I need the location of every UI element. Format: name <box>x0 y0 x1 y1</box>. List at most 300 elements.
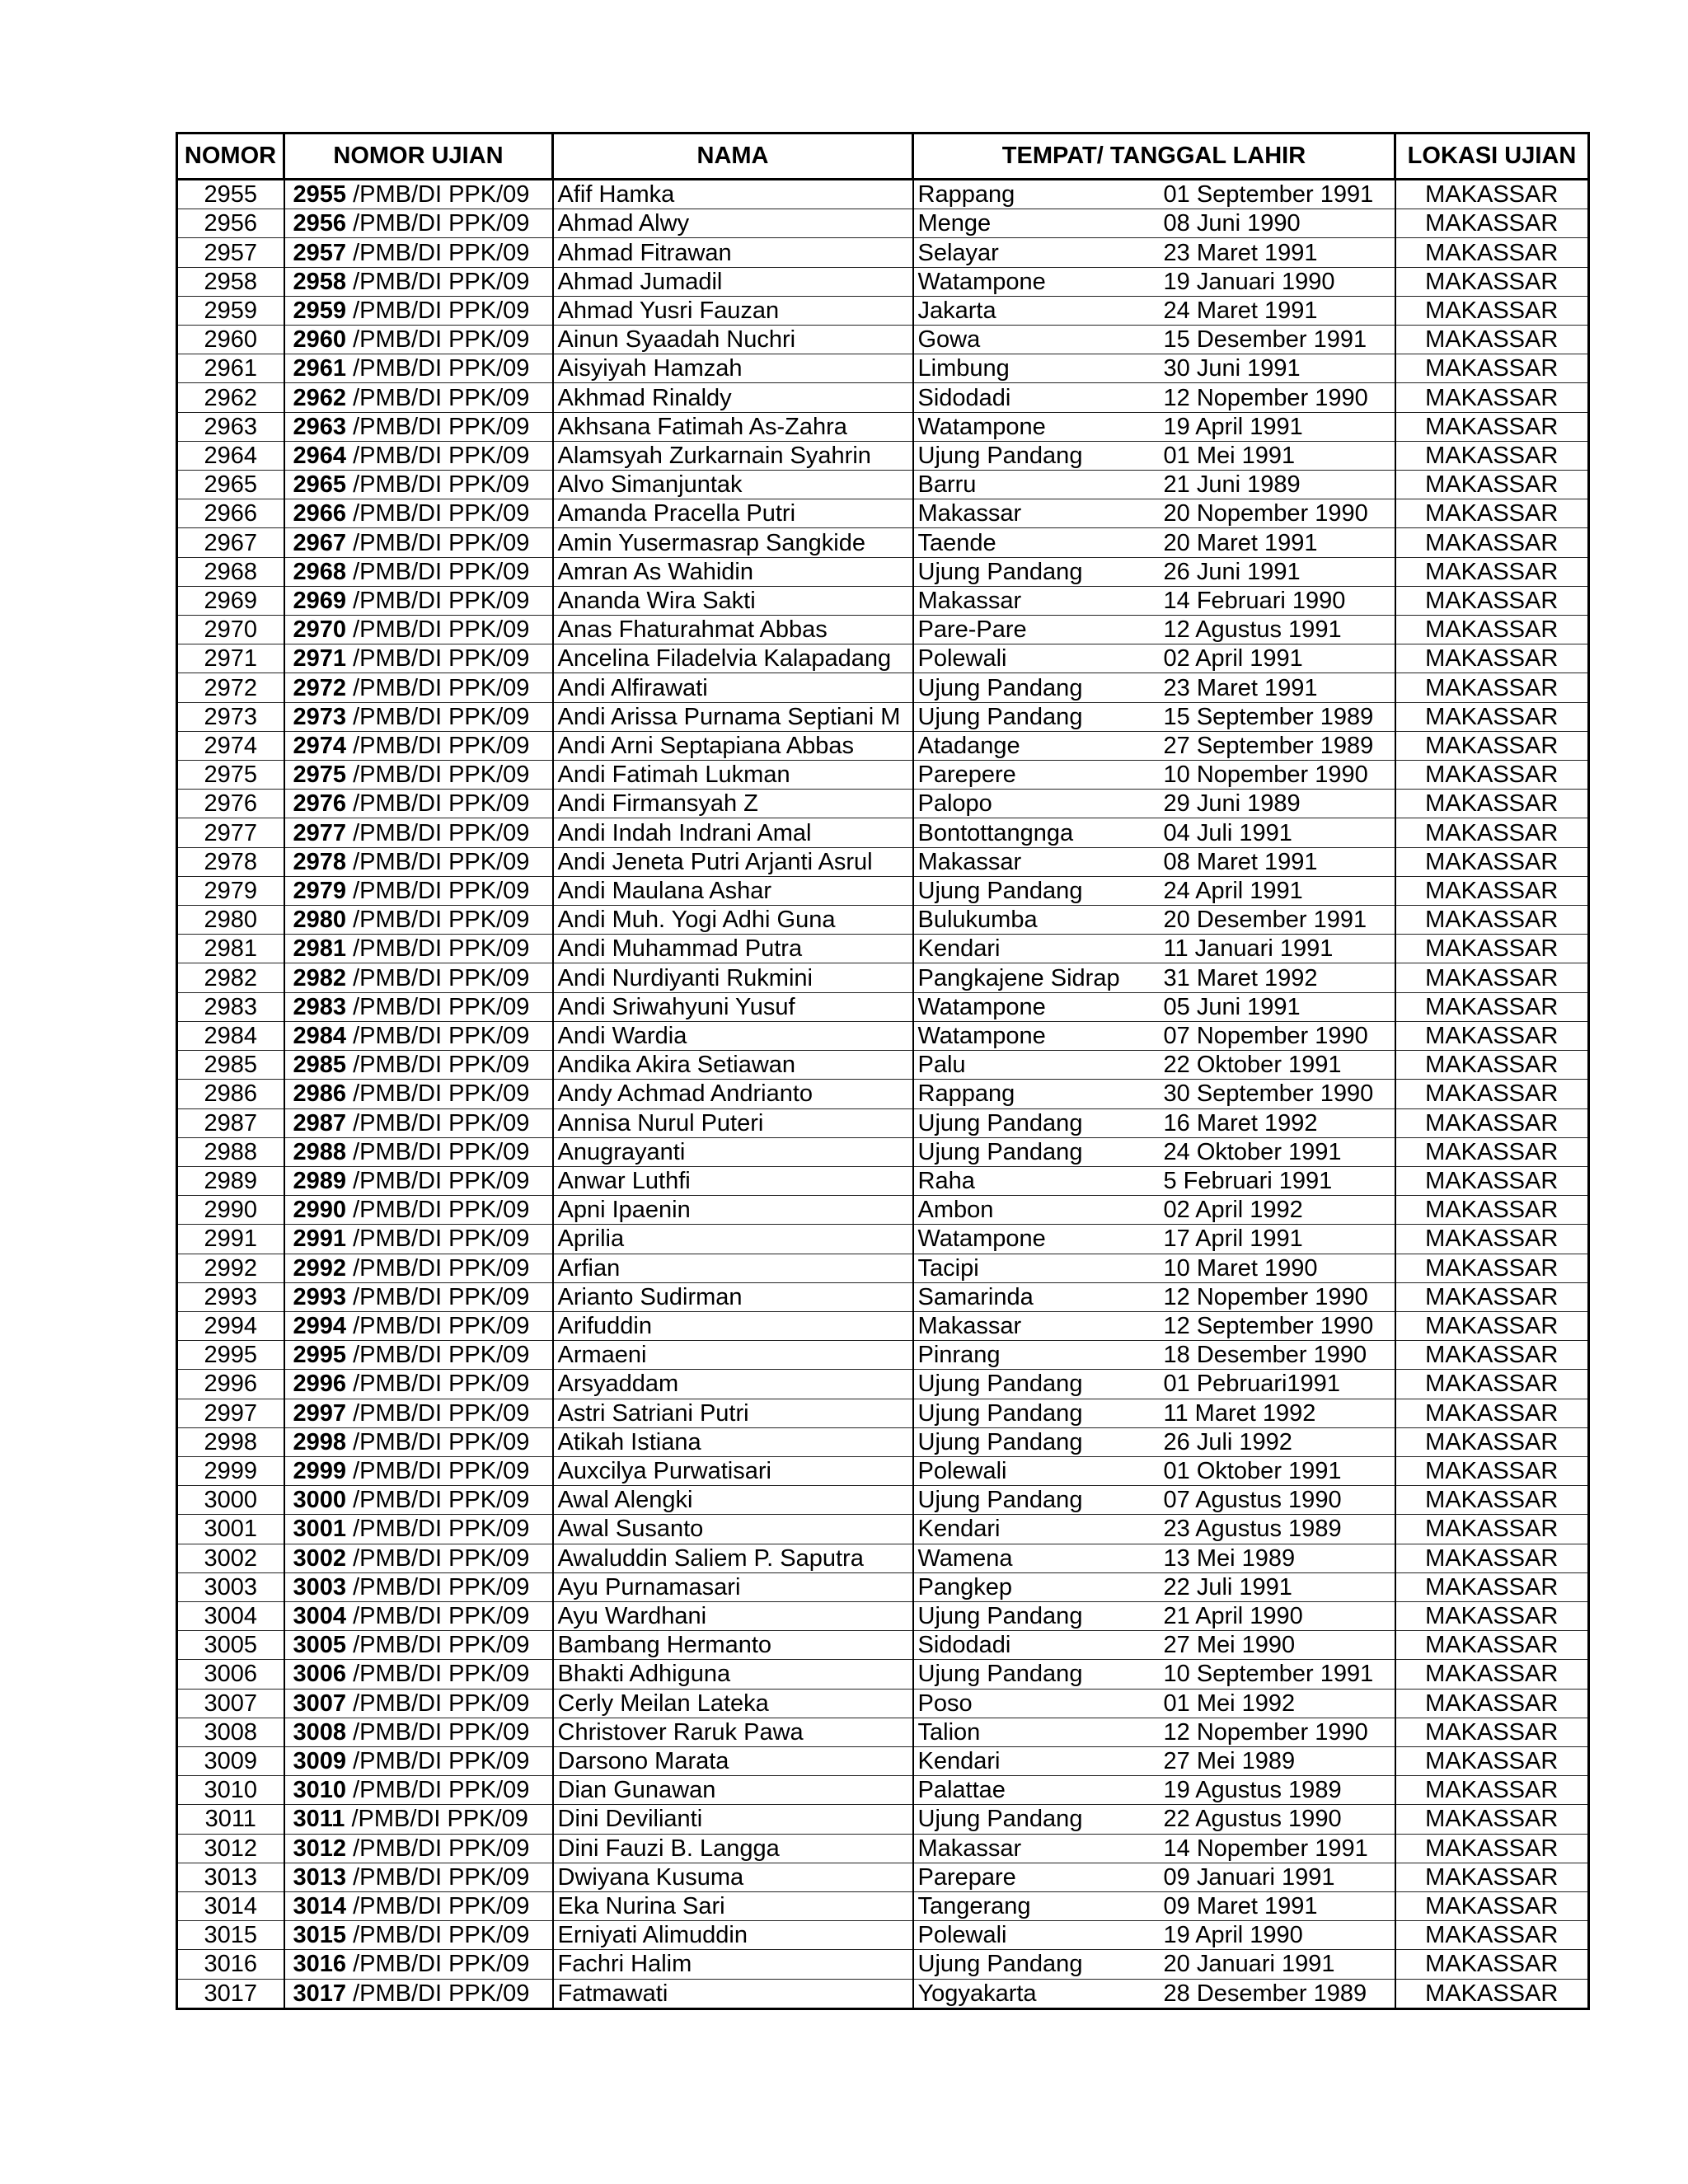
cell-lokasi-ujian: MAKASSAR <box>1395 935 1589 963</box>
cell-lokasi-ujian: MAKASSAR <box>1395 471 1589 499</box>
cell-tempat-tanggal-lahir <box>913 1660 1395 1689</box>
birth-place: Polewali <box>917 645 1007 673</box>
cell-lokasi-ujian: MAKASSAR <box>1395 1080 1589 1108</box>
cell-nama: Awal Susanto <box>553 1515 913 1544</box>
birth-date: 26 Juni 1991 <box>1163 558 1301 585</box>
birth-date: 22 Oktober 1991 <box>1163 1052 1342 1079</box>
exam-number-bold: 3001 <box>293 1516 347 1543</box>
cell-nomor-ujian <box>284 1166 553 1195</box>
header-lokasi-ujian: LOKASI UJIAN <box>1395 134 1589 180</box>
exam-number-bold: 2975 <box>293 762 347 789</box>
cell-lokasi-ujian: MAKASSAR <box>1395 1776 1589 1805</box>
table-row <box>177 1515 1589 1544</box>
cell-lokasi-ujian: MAKASSAR <box>1395 383 1589 412</box>
cell-nama: Andi Fatimah Lukman <box>553 761 913 790</box>
cell-nomor: 2961 <box>177 354 284 383</box>
cell-lokasi-ujian: MAKASSAR <box>1395 847 1589 876</box>
exam-number-suffix: /PMB/DI PPK/09 <box>346 848 530 875</box>
cell-nomor-ujian <box>284 557 553 586</box>
exam-number-bold: 3009 <box>293 1748 347 1775</box>
header-row <box>177 134 1589 180</box>
birth-date: 07 Nopember 1990 <box>1163 1022 1368 1049</box>
cell-nomor: 3012 <box>177 1834 284 1863</box>
cell-lokasi-ujian: MAKASSAR <box>1395 1225 1589 1254</box>
cell-tempat-tanggal-lahir <box>913 790 1395 818</box>
birth-date: 19 Agustus 1989 <box>1163 1777 1342 1804</box>
exam-number-bold: 2971 <box>293 645 347 673</box>
cell-nomor-ujian <box>284 1544 553 1572</box>
exam-number-suffix: /PMB/DI PPK/09 <box>346 616 530 644</box>
table-row <box>177 847 1589 876</box>
exam-number-suffix: /PMB/DI PPK/09 <box>346 587 530 614</box>
cell-tempat-tanggal-lahir <box>913 1601 1395 1630</box>
exam-number-bold: 2964 <box>293 442 347 469</box>
cell-nama: Andi Indah Indrani Amal <box>553 818 913 847</box>
cell-nama: Astri Satriani Putri <box>553 1399 913 1427</box>
birth-date: 09 Januari 1991 <box>1163 1863 1335 1891</box>
exam-number-bold: 2989 <box>293 1168 347 1194</box>
exam-number-suffix: /PMB/DI PPK/09 <box>346 1951 530 1978</box>
exam-number-suffix: /PMB/DI PPK/09 <box>346 1573 530 1601</box>
cell-nama: Andi Arni Septapiana Abbas <box>553 731 913 760</box>
exam-number-suffix: /PMB/DI PPK/09 <box>346 210 530 237</box>
exam-number-bold: 2999 <box>293 1458 347 1485</box>
birth-date: 15 September 1989 <box>1163 703 1374 730</box>
birth-date: 17 April 1991 <box>1163 1226 1303 1253</box>
cell-nomor-ujian <box>284 209 553 238</box>
birth-date: 22 Juli 1991 <box>1163 1573 1292 1601</box>
cell-nomor-ujian <box>284 761 553 790</box>
birth-date: 20 Nopember 1990 <box>1163 500 1368 527</box>
cell-nomor-ujian <box>284 1746 553 1775</box>
table-row <box>177 731 1589 760</box>
birth-place: Makassar <box>917 1835 1022 1862</box>
exam-number-bold: 2966 <box>293 500 347 527</box>
cell-nomor: 2957 <box>177 238 284 267</box>
birth-date: 23 Maret 1991 <box>1163 674 1318 701</box>
cell-lokasi-ujian: MAKASSAR <box>1395 1863 1589 1891</box>
birth-place: Menge <box>917 210 992 237</box>
cell-nama: Ahmad Jumadil <box>553 267 913 296</box>
cell-nomor: 2976 <box>177 790 284 818</box>
cell-nama: Afif Hamka <box>553 180 913 209</box>
table-row <box>177 1137 1589 1166</box>
birth-place: Ujung Pandang <box>917 442 1083 469</box>
cell-nomor-ujian <box>284 412 553 441</box>
exam-number-bold: 2980 <box>293 907 347 934</box>
cell-tempat-tanggal-lahir <box>913 296 1395 325</box>
table-row <box>177 1370 1589 1399</box>
cell-nomor-ujian <box>284 1572 553 1601</box>
cell-lokasi-ujian: MAKASSAR <box>1395 1601 1589 1630</box>
exam-number-bold: 3012 <box>293 1835 347 1862</box>
exam-number-bold: 2987 <box>293 1109 347 1137</box>
cell-nomor: 2987 <box>177 1108 284 1137</box>
birth-date: 31 Maret 1992 <box>1163 964 1318 991</box>
birth-place: Polewali <box>917 1458 1007 1485</box>
birth-date: 24 Oktober 1991 <box>1163 1138 1342 1165</box>
table-row <box>177 1776 1589 1805</box>
cell-nomor: 2995 <box>177 1341 284 1370</box>
cell-tempat-tanggal-lahir <box>913 441 1395 470</box>
birth-place: Palu <box>917 1052 966 1079</box>
exam-number-suffix: /PMB/DI PPK/09 <box>346 674 530 701</box>
cell-nomor-ujian <box>284 296 553 325</box>
cell-lokasi-ujian: MAKASSAR <box>1395 1166 1589 1195</box>
cell-nama: Andi Nurdiyanti Rukmini <box>553 963 913 992</box>
cell-nama: Anugrayanti <box>553 1137 913 1166</box>
cell-nomor: 2959 <box>177 296 284 325</box>
cell-nama: Dian Gunawan <box>553 1776 913 1805</box>
exam-number-bold: 2981 <box>293 935 347 963</box>
birth-date: 27 Mei 1989 <box>1163 1748 1296 1775</box>
exam-number-bold: 2990 <box>293 1197 347 1224</box>
cell-nomor-ujian <box>284 1950 553 1979</box>
cell-nama: Anas Fhaturahmat Abbas <box>553 616 913 644</box>
cell-nomor: 2967 <box>177 528 284 557</box>
cell-lokasi-ujian: MAKASSAR <box>1395 354 1589 383</box>
cell-lokasi-ujian: MAKASSAR <box>1395 1427 1589 1456</box>
birth-date: 21 Juni 1989 <box>1163 471 1301 499</box>
table-row <box>177 1950 1589 1979</box>
cell-lokasi-ujian: MAKASSAR <box>1395 1891 1589 1920</box>
birth-date: 5 Februari 1991 <box>1163 1168 1333 1194</box>
exam-number-bold: 2993 <box>293 1283 347 1310</box>
table-row <box>177 296 1589 325</box>
cell-tempat-tanggal-lahir <box>913 1921 1395 1950</box>
cell-nomor: 2958 <box>177 267 284 296</box>
cell-tempat-tanggal-lahir <box>913 1370 1395 1399</box>
birth-date: 02 April 1992 <box>1163 1197 1303 1224</box>
birth-date: 24 Maret 1991 <box>1163 297 1318 324</box>
exam-number-suffix: /PMB/DI PPK/09 <box>346 500 530 527</box>
birth-date: 01 Pebruari1991 <box>1163 1371 1340 1398</box>
table-row <box>177 935 1589 963</box>
cell-nomor: 2979 <box>177 876 284 905</box>
cell-nomor: 2984 <box>177 1021 284 1050</box>
cell-tempat-tanggal-lahir <box>913 731 1395 760</box>
exam-number-suffix: /PMB/DI PPK/09 <box>346 964 530 991</box>
birth-date: 01 September 1991 <box>1163 181 1374 209</box>
cell-nomor: 3013 <box>177 1863 284 1891</box>
table-row <box>177 238 1589 267</box>
cell-tempat-tanggal-lahir <box>913 326 1395 354</box>
cell-lokasi-ujian: MAKASSAR <box>1395 209 1589 238</box>
cell-tempat-tanggal-lahir <box>913 471 1395 499</box>
cell-nama: Andi Jeneta Putri Arjanti Asrul <box>553 847 913 876</box>
cell-nama: Alamsyah Zurkarnain Syahrin <box>553 441 913 470</box>
cell-nomor: 2964 <box>177 441 284 470</box>
cell-nomor: 3014 <box>177 1891 284 1920</box>
cell-nomor-ujian <box>284 818 553 847</box>
cell-nama: Cerly Meilan Lateka <box>553 1689 913 1718</box>
cell-lokasi-ujian: MAKASSAR <box>1395 1196 1589 1225</box>
exam-number-bold: 2994 <box>293 1313 347 1340</box>
cell-nama: Ananda Wira Sakti <box>553 586 913 615</box>
birth-date: 05 Juni 1991 <box>1163 993 1301 1020</box>
exam-number-suffix: /PMB/DI PPK/09 <box>346 1428 530 1455</box>
cell-tempat-tanggal-lahir <box>913 1311 1395 1340</box>
exam-number-suffix: /PMB/DI PPK/09 <box>346 558 530 585</box>
birth-date: 10 Nopember 1990 <box>1163 762 1368 789</box>
cell-nomor: 2980 <box>177 906 284 935</box>
cell-tempat-tanggal-lahir <box>913 1631 1395 1660</box>
exam-number-suffix: /PMB/DI PPK/09 <box>346 819 530 846</box>
cell-nomor-ujian <box>284 1399 553 1427</box>
exam-number-suffix: /PMB/DI PPK/09 <box>346 1109 530 1137</box>
birth-place: Kendari <box>917 935 1001 963</box>
cell-nama: Andi Maulana Ashar <box>553 876 913 905</box>
cell-nomor: 2969 <box>177 586 284 615</box>
cell-nama: Auxcilya Purwatisari <box>553 1456 913 1485</box>
cell-tempat-tanggal-lahir <box>913 180 1395 209</box>
cell-nomor: 2983 <box>177 992 284 1021</box>
birth-date: 30 September 1990 <box>1163 1080 1374 1108</box>
birth-place: Parepere <box>917 762 1016 789</box>
exam-number-suffix: /PMB/DI PPK/09 <box>346 1718 530 1746</box>
cell-nomor: 2981 <box>177 935 284 963</box>
birth-place: Watampone <box>917 413 1046 440</box>
table-row <box>177 963 1589 992</box>
cell-nomor-ujian <box>284 1631 553 1660</box>
cell-nama: Arianto Sudirman <box>553 1282 913 1311</box>
cell-tempat-tanggal-lahir <box>913 1021 1395 1050</box>
cell-lokasi-ujian: MAKASSAR <box>1395 673 1589 702</box>
cell-tempat-tanggal-lahir <box>913 1746 1395 1775</box>
birth-place: Barru <box>917 471 977 499</box>
cell-nomor: 3000 <box>177 1486 284 1515</box>
cell-nama: Akhsana Fatimah As-Zahra <box>553 412 913 441</box>
birth-place: Watampone <box>917 1022 1046 1049</box>
table-row <box>177 354 1589 383</box>
birth-date: 16 Maret 1992 <box>1163 1109 1318 1137</box>
cell-nomor: 2982 <box>177 963 284 992</box>
cell-lokasi-ujian: MAKASSAR <box>1395 1631 1589 1660</box>
table-row <box>177 1805 1589 1834</box>
exam-number-suffix: /PMB/DI PPK/09 <box>346 1748 530 1775</box>
cell-nomor-ujian <box>284 1370 553 1399</box>
birth-place: Ujung Pandang <box>917 1399 1083 1427</box>
exam-number-bold: 2956 <box>293 210 347 237</box>
birth-date: 14 Februari 1990 <box>1163 587 1346 614</box>
birth-place: Makassar <box>917 1313 1022 1340</box>
cell-nama: Alvo Simanjuntak <box>553 471 913 499</box>
exam-number-suffix: /PMB/DI PPK/09 <box>346 935 530 963</box>
cell-nama: Erniyati Alimuddin <box>553 1921 913 1950</box>
cell-nomor: 3008 <box>177 1718 284 1746</box>
exam-number-bold: 2962 <box>293 384 347 411</box>
cell-nomor-ujian <box>284 616 553 644</box>
cell-nama: Andi Firmansyah Z <box>553 790 913 818</box>
birth-place: Wamena <box>917 1544 1013 1572</box>
cell-nomor: 2989 <box>177 1166 284 1195</box>
cell-nomor-ujian <box>284 180 553 209</box>
cell-nama: Ayu Purnamasari <box>553 1572 913 1601</box>
table-row <box>177 1225 1589 1254</box>
cell-nomor: 2966 <box>177 499 284 528</box>
birth-date: 08 Maret 1991 <box>1163 848 1318 875</box>
birth-date: 30 Juni 1991 <box>1163 355 1301 382</box>
cell-nomor-ujian <box>284 1225 553 1254</box>
cell-lokasi-ujian: MAKASSAR <box>1395 906 1589 935</box>
exam-number-suffix: /PMB/DI PPK/09 <box>346 1197 530 1224</box>
exam-number-suffix: /PMB/DI PPK/09 <box>346 1168 530 1194</box>
cell-nomor: 2975 <box>177 761 284 790</box>
cell-nama: Fatmawati <box>553 1979 913 2008</box>
birth-date: 19 Januari 1990 <box>1163 268 1335 295</box>
cell-nomor: 2978 <box>177 847 284 876</box>
table-row <box>177 1631 1589 1660</box>
birth-place: Sidodadi <box>917 1632 1011 1659</box>
table-row <box>177 1166 1589 1195</box>
cell-lokasi-ujian: MAKASSAR <box>1395 1108 1589 1137</box>
table-row <box>177 1921 1589 1950</box>
cell-nama: Arsyaddam <box>553 1370 913 1399</box>
exam-number-bold: 2968 <box>293 558 347 585</box>
exam-number-bold: 2957 <box>293 239 347 266</box>
cell-lokasi-ujian: MAKASSAR <box>1395 1254 1589 1282</box>
cell-lokasi-ujian: MAKASSAR <box>1395 1572 1589 1601</box>
exam-number-suffix: /PMB/DI PPK/09 <box>346 1138 530 1165</box>
cell-nama: Dwiyana Kusuma <box>553 1863 913 1891</box>
birth-date: 29 Juni 1989 <box>1163 790 1301 818</box>
cell-tempat-tanggal-lahir <box>913 1834 1395 1863</box>
cell-nomor: 3002 <box>177 1544 284 1572</box>
cell-tempat-tanggal-lahir <box>913 1776 1395 1805</box>
cell-nomor-ujian <box>284 790 553 818</box>
cell-nomor-ujian <box>284 1108 553 1137</box>
cell-nama: Andika Akira Setiawan <box>553 1051 913 1080</box>
cell-nomor-ujian <box>284 267 553 296</box>
cell-nama: Amin Yusermasrap Sangkide <box>553 528 913 557</box>
exam-number-suffix: /PMB/DI PPK/09 <box>346 1516 530 1543</box>
birth-date: 07 Agustus 1990 <box>1163 1487 1342 1514</box>
birth-date: 11 Januari 1991 <box>1163 935 1334 963</box>
exam-number-bold: 3003 <box>293 1573 347 1601</box>
birth-place: Makassar <box>917 500 1022 527</box>
exam-number-suffix: /PMB/DI PPK/09 <box>346 1080 530 1108</box>
cell-lokasi-ujian: MAKASSAR <box>1395 1660 1589 1689</box>
cell-tempat-tanggal-lahir <box>913 1341 1395 1370</box>
cell-lokasi-ujian: MAKASSAR <box>1395 790 1589 818</box>
cell-nomor-ujian <box>284 1311 553 1340</box>
exam-number-bold: 2977 <box>293 819 347 846</box>
birth-place: Jakarta <box>917 297 996 324</box>
cell-nama: Andi Wardia <box>553 1021 913 1050</box>
birth-place: Sidodadi <box>917 384 1011 411</box>
cell-nomor: 2977 <box>177 818 284 847</box>
cell-nama: Armaeni <box>553 1341 913 1370</box>
exam-number-bold: 3002 <box>293 1544 347 1572</box>
cell-nama: Eka Nurina Sari <box>553 1891 913 1920</box>
exam-number-suffix: /PMB/DI PPK/09 <box>346 268 530 295</box>
cell-nama: Dini Fauzi B. Langga <box>553 1834 913 1863</box>
cell-nama: Andi Arissa Purnama Septiani M <box>553 702 913 731</box>
birth-date: 12 Nopember 1990 <box>1163 1718 1368 1746</box>
birth-date: 10 Maret 1990 <box>1163 1254 1318 1282</box>
birth-date: 02 April 1991 <box>1163 645 1303 673</box>
exam-number-suffix: /PMB/DI PPK/09 <box>346 1458 530 1485</box>
table-row <box>177 761 1589 790</box>
cell-lokasi-ujian: MAKASSAR <box>1395 238 1589 267</box>
exam-number-bold: 2963 <box>293 413 347 440</box>
birth-place: Watampone <box>917 1226 1046 1253</box>
exam-number-suffix: /PMB/DI PPK/09 <box>346 1777 530 1804</box>
cell-lokasi-ujian: MAKASSAR <box>1395 441 1589 470</box>
cell-nama: Bambang Hermanto <box>553 1631 913 1660</box>
table-row <box>177 644 1589 673</box>
cell-nomor-ujian <box>284 935 553 963</box>
table-row <box>177 1689 1589 1718</box>
cell-lokasi-ujian: MAKASSAR <box>1395 761 1589 790</box>
cell-tempat-tanggal-lahir <box>913 499 1395 528</box>
birth-date: 26 Juli 1992 <box>1163 1428 1292 1455</box>
cell-tempat-tanggal-lahir <box>913 1515 1395 1544</box>
header-nomor-ujian: NOMOR UJIAN <box>284 134 553 180</box>
exam-number-suffix: /PMB/DI PPK/09 <box>346 1226 530 1253</box>
cell-lokasi-ujian: MAKASSAR <box>1395 326 1589 354</box>
exam-number-bold: 2959 <box>293 297 347 324</box>
exam-number-suffix: /PMB/DI PPK/09 <box>346 1313 530 1340</box>
cell-tempat-tanggal-lahir <box>913 267 1395 296</box>
cell-lokasi-ujian: MAKASSAR <box>1395 992 1589 1021</box>
cell-nomor-ujian <box>284 1718 553 1746</box>
exam-participant-table <box>176 132 1590 2010</box>
cell-nomor: 2963 <box>177 412 284 441</box>
cell-nomor: 3005 <box>177 1631 284 1660</box>
birth-date: 01 Mei 1991 <box>1163 442 1296 469</box>
exam-number-bold: 2960 <box>293 326 347 354</box>
exam-number-suffix: /PMB/DI PPK/09 <box>346 703 530 730</box>
table-row <box>177 412 1589 441</box>
cell-nomor: 2993 <box>177 1282 284 1311</box>
cell-nama: Ahmad Alwy <box>553 209 913 238</box>
cell-nomor-ujian <box>284 1282 553 1311</box>
table-row <box>177 209 1589 238</box>
exam-number-suffix: /PMB/DI PPK/09 <box>346 1893 530 1920</box>
cell-nama: Awal Alengki <box>553 1486 913 1515</box>
cell-tempat-tanggal-lahir <box>913 1979 1395 2008</box>
birth-date: 15 Desember 1991 <box>1163 326 1367 354</box>
cell-tempat-tanggal-lahir <box>913 1456 1395 1485</box>
cell-tempat-tanggal-lahir <box>913 354 1395 383</box>
cell-lokasi-ujian: MAKASSAR <box>1395 1341 1589 1370</box>
cell-nomor-ujian <box>284 1051 553 1080</box>
table-row <box>177 1282 1589 1311</box>
cell-nomor: 3011 <box>177 1805 284 1834</box>
birth-place: Ujung Pandang <box>917 558 1083 585</box>
birth-date: 18 Desember 1990 <box>1163 1342 1367 1369</box>
cell-tempat-tanggal-lahir <box>913 1399 1395 1427</box>
cell-nama: Ahmad Yusri Fauzan <box>553 296 913 325</box>
exam-number-suffix: /PMB/DI PPK/09 <box>346 907 530 934</box>
cell-nama: Apni Ipaenin <box>553 1196 913 1225</box>
cell-nomor-ujian <box>284 1776 553 1805</box>
exam-number-bold: 2984 <box>293 1022 347 1049</box>
birth-place: Limbung <box>917 355 1010 382</box>
birth-place: Palopo <box>917 790 992 818</box>
cell-nomor: 2997 <box>177 1399 284 1427</box>
cell-tempat-tanggal-lahir <box>913 238 1395 267</box>
cell-lokasi-ujian: MAKASSAR <box>1395 1921 1589 1950</box>
birth-date: 19 April 1991 <box>1163 413 1303 440</box>
cell-tempat-tanggal-lahir <box>913 1166 1395 1195</box>
table-row <box>177 790 1589 818</box>
table-row <box>177 557 1589 586</box>
exam-number-suffix: /PMB/DI PPK/09 <box>346 1661 530 1688</box>
cell-lokasi-ujian: MAKASSAR <box>1395 499 1589 528</box>
cell-nama: Andi Muh. Yogi Adhi Guna <box>553 906 913 935</box>
